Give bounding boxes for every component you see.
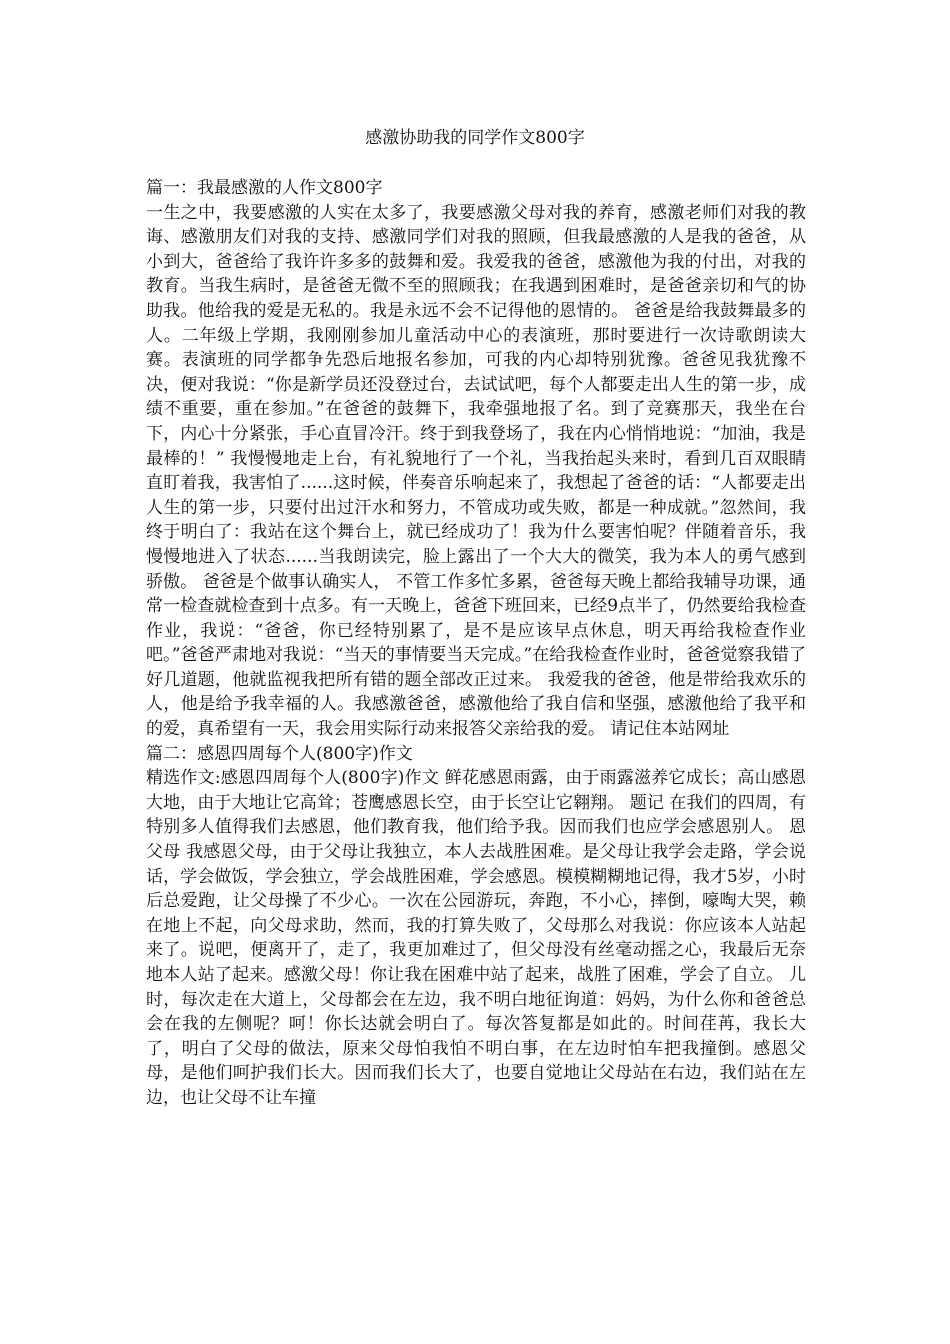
section-2-body: 精选作文:感恩四周每个人(800字)作文 鲜花感恩雨露，由于雨露滋养它成长；高山感恩大地，由于大地让它高耸；苍鹰感恩长空，由于长空让它翱翔。 题记 在我们的四周，有特别多人值得我们去感恩，他们教育我，他们给予我。因而我们也应学会感恩别人。 恩父母 我感恩父母，由于父母让我独立，本人去战胜困难。是父母让我学会走路，学会说话，学会做饭，学会独立，学会战胜困难，学会感恩。模模糊糊地记得，我才5岁，小时后总爱跑，让父母操了不少心。一次在公园游玩，奔跑，不小心，摔倒，嚎啕大哭，赖在地上不起，向父母求助，然而，我的打算失败了，父母那么对我说：你应该本人站起来了。说吧，便离开了，走了，我更加难过了，但父母没有丝毫动摇之心，我最后无奈地本人站了起来。感激父母！你让我在困难中站了起来，战胜了困难，学会了自立。 儿时，每次走在大道上，父母都会在左边，我不明白地征询道：妈妈，为什么你和爸爸总会在我的左侧呢？呵！你长达就会明白了。每次答复都是如此的。时间荏苒，我长大了，明白了父母的做法，原来父母怕我怕不明白事，在左边时怕车把我撞倒。感恩父母，是他们呵护我们长大。因而我们长大了，也要自觉地让父母站在右边，我们站在左边，也让父母不让车撞 bbox=[146, 768, 806, 1108]
section-2-heading: 篇二：感恩四周每个人(800字)作文 bbox=[146, 743, 413, 764]
document-title: 感激协助我的同学作文800字 bbox=[365, 128, 585, 148]
section-1-body: 一生之中，我要感激的人实在太多了，我要感激父母对我的养育，感激老师们对我的教诲、感激朋友们对我的支持、感激同学们对我的照顾，但我最感激的人是我的爸爸，从小到大，爸爸给了我许许多多的鼓舞和爱。我爱我的爸爸，感激他为我的付出，对我的教育。当我生病时，是爸爸无微不至的照顾我；在我遇到困难时，是爸爸亲切和气的协助我。他给我的爱是无私的。我是永远不会不记得他的恩情的。 爸爸是给我鼓舞最多的人。二年级上学期，我刚刚参加儿童活动中心的表演班，那时要进行一次诗歌朗读大赛。表演班的同学都争先恐后地报名参加，可我的内心却特别犹豫。爸爸见我犹豫不决，便对我说：“你是新学员还没登过台，去试试吧，每个人都要走出人生的第一步，成绩不重要，重在参加。”在爸爸的鼓舞下，我牵强地报了名。到了竞赛那天，我坐在台下，内心十分紧张，手心直冒冷汗。终于到我登场了，我在内心悄悄地说：“加油，我是最棒的！” 我慢慢地走上台，有礼貌地行了一个礼，当我抬起头来时，看到几百双眼睛直盯着我，我害怕了......这时候，伴奏音乐响起来了，我想起了爸爸的话：“人都要走出人生的第一步，只要付出过汗水和努力，不管成功或失败，都是一种成就。”忽然间，我终于明白了：我站在这个舞台上，就已经成功了！我为什么要害怕呢？伴随着音乐，我慢慢地进入了状态......当我朗读完，脸上露出了一个大大的微笑，我为本人的勇气感到骄傲。 爸爸是个做事认确实人， 不管工作多忙多累，爸爸每天晚上都给我辅导功课，通常一检查就检查到十点多。有一天晚上，爸爸下班回来，已经9点半了，仍然要给我检查作业，我说：“爸爸，你已经特别累了，是不是应该早点休息，明天再给我检查作业吧。”爸爸严肃地对我说：“当天的事情要当天完成。”在给我检查作业时，爸爸觉察我错了好几道题，他就监视我把所有错的题全部改正过来。 我爱我的爸爸，他是带给我欢乐的人，他是给予我幸福的人。我感激爸爸，感激他给了我自信和坚强，感激他给了我平和的爱，真希望有一天，我会用实际行动来报答父亲给我的爱。 请记住本站网址 bbox=[146, 202, 806, 740]
document-body bbox=[146, 176, 806, 1111]
section-1-heading: 篇一：我最感激的人作文800字 bbox=[146, 178, 383, 198]
